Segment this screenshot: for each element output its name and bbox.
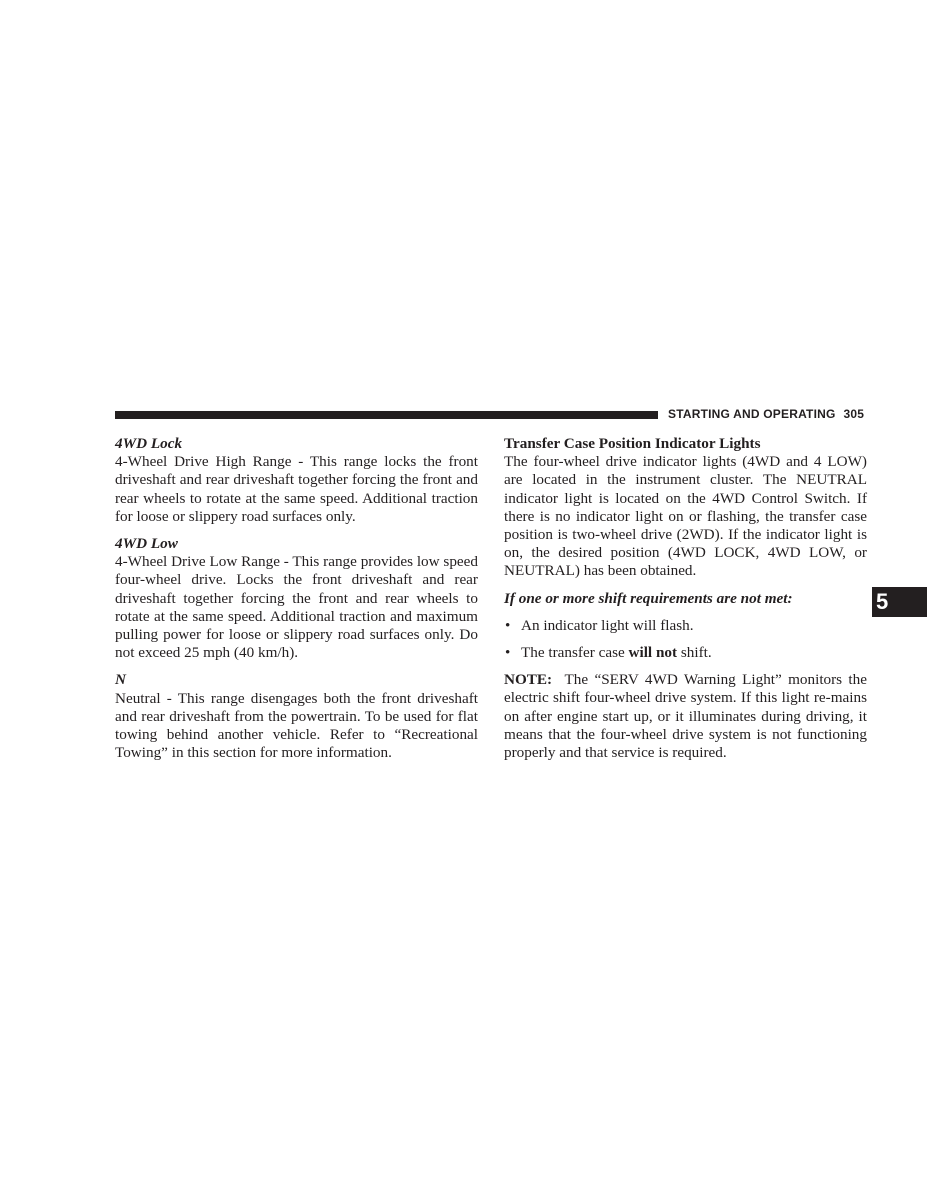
emphasis-will-not: will not [628, 644, 678, 662]
right-column [504, 435, 871, 762]
bullet-icon: • [505, 644, 511, 662]
note-text: The “SERV 4WD Warning Light” monitors the electric shift four-wheel drive system. If this light re-mains on after engine start up, or it illuminates during driving, it means that the four-wheel drive system is not functioning properly and that service is required. [504, 671, 871, 762]
running-header [668, 407, 864, 421]
list-item [504, 644, 867, 662]
heading-neutral: N [115, 671, 126, 689]
chapter-tab: 5 [872, 587, 927, 617]
paragraph-neutral: Neutral - This range disengages both the front driveshaft and rear driveshaft from the powertrain. To be used for flat towing behind another vehicle. Refer to “Recreational Towing” in this section for more information. [115, 689, 478, 762]
paragraph-4wd-lock: 4-Wheel Drive High Range - This range locks the front driveshaft and rear driveshaft together forcing the front and rear wheels to rotate at the same speed. Additional traction for loose or slippery road surfaces only. [115, 453, 478, 525]
page-number: 305 [843, 407, 865, 421]
bullet-text: The transfer case will not shift. [521, 644, 712, 662]
heading-4wd-low: 4WD Low [115, 535, 178, 553]
heading-4wd-lock: 4WD Lock [115, 435, 183, 452]
paragraph-4wd-low: 4-Wheel Drive Low Range - This range provides low speed four-wheel drive. Locks the front driveshaft and rear driveshaft together forcing the front and rear wheels to rotate at the same speed. Additional traction and maximum pulling power for loose or slippery road surfaces only. Do not exceed 25 mph (40 km/h). [115, 553, 478, 662]
list-item [504, 617, 867, 635]
header-rule [115, 411, 658, 419]
heading-indicator-lights: Transfer Case Position Indicator Lights [504, 435, 761, 452]
paragraph-indicator-lights: The four-wheel drive indicator lights (4WD and 4 LOW) are located in the instrument cluster. The NEUTRAL indicator light is located on the 4WD Control Switch. If there is no indicator light on or flashing, the transfer case position is two-wheel drive (2WD). If the indicator light is on, the desired position (4WD LOCK, 4WD LOW, or NEUTRAL) has been obtained. [504, 453, 867, 580]
paragraph-note [504, 671, 871, 762]
note-label: NOTE: [504, 671, 553, 689]
heading-shift-requirements: If one or more shift requirements are not met: [504, 589, 793, 607]
bullet-text: An indicator light will flash. [521, 616, 694, 634]
left-column [115, 435, 478, 762]
section-title: STARTING AND OPERATING [668, 407, 836, 421]
bullet-icon: • [505, 616, 511, 634]
